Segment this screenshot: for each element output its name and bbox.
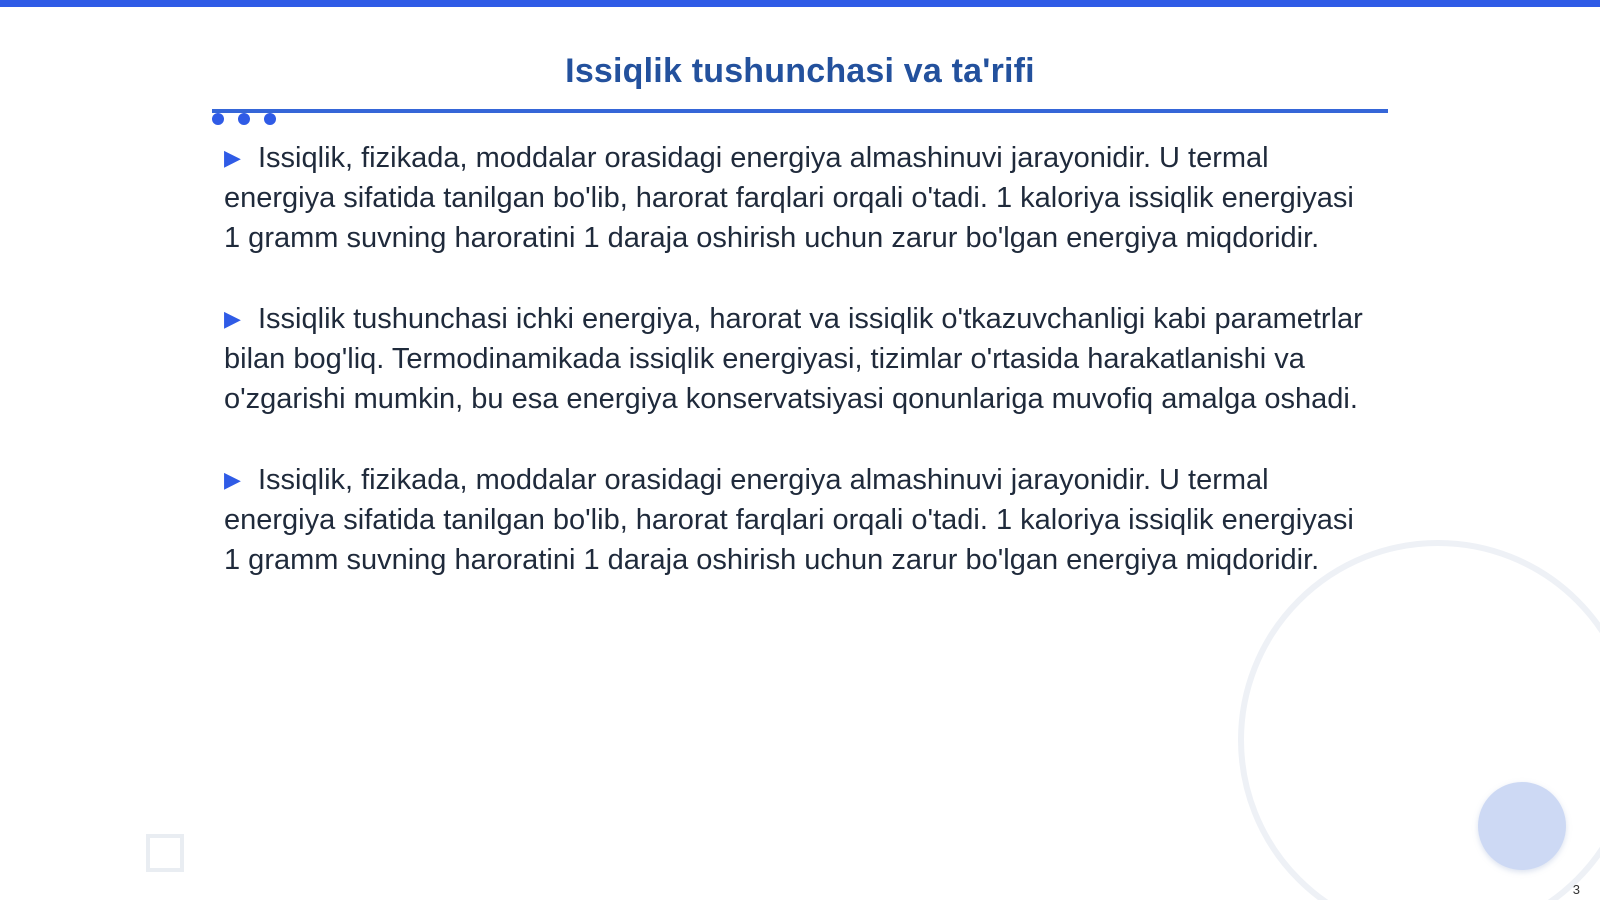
decor-dot bbox=[264, 113, 276, 125]
bullet-text: Issiqlik tushunchasi ichki energiya, harorat va issiqlik o'tkazuvchanligi kabi parametrlar bilan bog'liq. Termodinamikada issiqlik energiyasi, tizimlar o'rtasida harakatlanishi va o'zgarishi mumkin, bu esa energiya konservatsiyasi qonunlariga muvofiq amalga oshadi. bbox=[224, 303, 1363, 415]
bullet-paragraph bbox=[224, 460, 1374, 580]
page-number: 3 bbox=[1572, 882, 1580, 897]
bullet-list bbox=[224, 138, 1374, 621]
decor-circle bbox=[1478, 782, 1566, 870]
bullet-text: Issiqlik, fizikada, moddalar orasidagi energiya almashinuvi jarayonidir. U termal energiya sifatida tanilgan bo'lib, harorat farqlari orqali o'tadi. 1 kaloriya issiqlik energiyasi 1 gramm suvning haroratini 1 daraja oshirish uchun zarur bo'lgan energiya miqdoridir. bbox=[224, 464, 1354, 576]
bullet-paragraph bbox=[224, 138, 1374, 258]
top-accent-stripe bbox=[0, 0, 1600, 7]
bullet-triangle-icon: ▶ bbox=[224, 467, 241, 492]
bullet-text: Issiqlik, fizikada, moddalar orasidagi energiya almashinuvi jarayonidir. U termal energiya sifatida tanilgan bo'lib, harorat farqlari orqali o'tadi. 1 kaloriya issiqlik energiyasi 1 gramm suvning haroratini 1 daraja oshirish uchun zarur bo'lgan energiya miqdoridir. bbox=[224, 142, 1354, 254]
slide-title: Issiqlik tushunchasi va ta'rifi bbox=[565, 52, 1035, 90]
decor-square bbox=[146, 834, 184, 872]
title-underline bbox=[212, 109, 1388, 113]
bullet-triangle-icon: ▶ bbox=[224, 306, 241, 331]
bullet-paragraph bbox=[224, 299, 1374, 419]
decor-dot bbox=[238, 113, 250, 125]
bullet-triangle-icon: ▶ bbox=[224, 145, 241, 170]
decor-dot bbox=[212, 113, 224, 125]
